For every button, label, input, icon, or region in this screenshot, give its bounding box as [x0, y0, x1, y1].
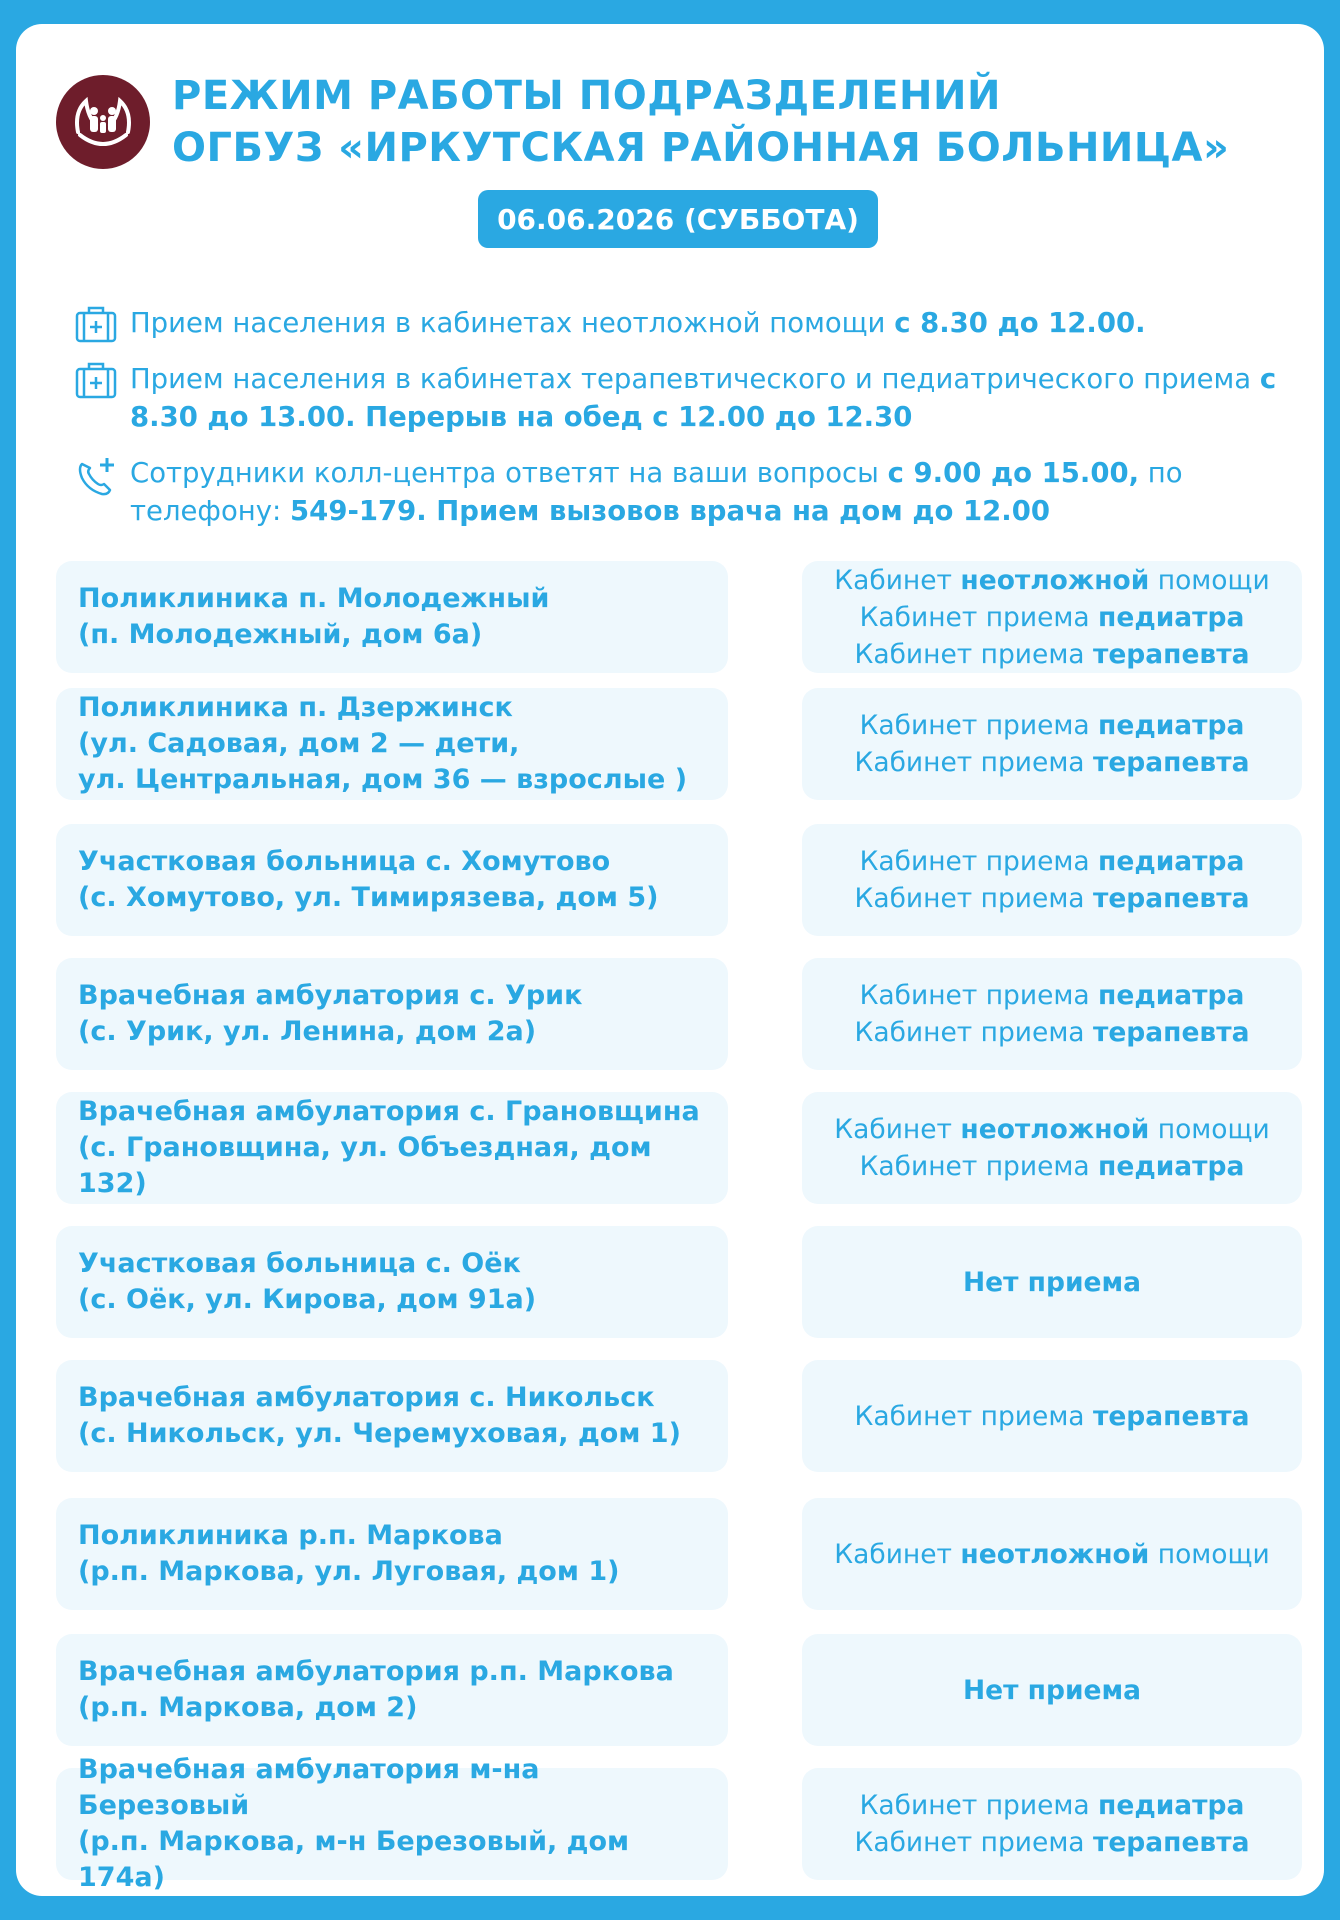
bold-text: неотложной [960, 1114, 1150, 1145]
text: Кабинет приема [854, 638, 1093, 670]
branch-address [56, 688, 728, 800]
office-line [963, 1672, 1141, 1709]
info-text [130, 304, 1146, 348]
bold-text: педиатра [1098, 601, 1245, 633]
branch-address [56, 561, 728, 673]
bold-text: Нет приема [962, 1674, 1142, 1706]
text: Кабинет приема [859, 1151, 1099, 1182]
info-text [130, 360, 1314, 436]
office-line [860, 599, 1245, 636]
bold-text: 549-179. Прием вызовов врача на дом до 12.00 [290, 495, 1050, 527]
branch-offices [802, 1634, 1302, 1746]
branch-address [56, 1360, 728, 1472]
bold-text: Нет приема [962, 1266, 1142, 1298]
text: Кабинет приема [854, 1827, 1093, 1858]
bold-text: педиатра [1098, 1151, 1245, 1182]
info-item [74, 454, 1314, 530]
office-line [855, 1014, 1250, 1051]
office-line [860, 1148, 1245, 1185]
address-line: (с. Хомутово, ул. Тимирязева, дом 5) [78, 882, 659, 913]
office-line [834, 1111, 1269, 1148]
office-line [860, 977, 1245, 1014]
phone-plus-icon [74, 454, 130, 530]
address-line: Поликлиника п. Дзержинск [78, 692, 513, 723]
branch-address [56, 824, 728, 936]
text: Прием населения в кабинетах терапевтического и педиатрического приема [130, 363, 1260, 395]
schedule-card [16, 24, 1324, 1896]
address-line: Врачебная амбулатория р.п. Маркова [78, 1656, 674, 1687]
bold-text: педиатра [1098, 846, 1245, 877]
text: помощи [1149, 1538, 1270, 1570]
branch-offices [802, 561, 1302, 673]
date-badge: 06.06.2026 (СУББОТА) [478, 190, 878, 248]
branch-offices [802, 1768, 1302, 1880]
bold-text: неотложной [960, 1538, 1150, 1570]
header [56, 70, 1229, 174]
office-line [834, 1536, 1269, 1573]
info-text [130, 454, 1314, 530]
bold-text: педиатра [1098, 1790, 1245, 1821]
office-line [855, 1824, 1250, 1861]
branch-address [56, 1498, 728, 1610]
bold-text: педиатра [1098, 710, 1245, 741]
address-line: Поликлиника п. Молодежный [78, 583, 550, 614]
address-line: Врачебная амбулатория м-на Березовый [78, 1754, 540, 1821]
address-line: ул. Центральная, дом 36 — взрослые ) [78, 764, 688, 795]
text: Кабинет приема [859, 846, 1099, 877]
office-line [855, 880, 1250, 917]
address-line: (с. Оёк, ул. Кирова, дом 91а) [78, 1284, 537, 1315]
address-line: Врачебная амбулатория с. Урик [78, 980, 583, 1011]
branch-address [56, 1634, 728, 1746]
address-line: Врачебная амбулатория с. Никольск [78, 1382, 655, 1413]
bold-text: терапевта [1092, 1400, 1250, 1432]
office-line [860, 1787, 1245, 1824]
text: Кабинет приема [859, 980, 1099, 1011]
address-line: (с. Никольск, ул. Черемуховая, дом 1) [78, 1418, 681, 1449]
text: Кабинет приема [854, 1400, 1093, 1432]
hospital-logo [56, 75, 150, 169]
text: помощи [1149, 1114, 1270, 1145]
family-hands-icon [68, 87, 138, 157]
text: Кабинет приема [859, 1790, 1099, 1821]
page-title [172, 70, 1229, 174]
text: Прием населения в кабинетах неотложной помощи [130, 307, 895, 339]
branch-offices [802, 1498, 1302, 1610]
branch-address [56, 1092, 728, 1204]
branch-offices [802, 824, 1302, 936]
branch-address [56, 958, 728, 1070]
office-line [963, 1264, 1141, 1301]
branch-offices [802, 958, 1302, 1070]
text: Кабинет приема [854, 1017, 1093, 1048]
address-line: (с. Урик, ул. Ленина, дом 2а) [78, 1016, 537, 1047]
branch-offices [802, 1360, 1302, 1472]
address-line: Участковая больница с. Оёк [78, 1248, 521, 1279]
info-item [74, 304, 1314, 348]
address-line: Врачебная амбулатория с. Грановщина [78, 1096, 700, 1127]
text: Кабинет [834, 564, 961, 596]
title-line-2: ОГБУЗ «ИРКУТСКАЯ РАЙОННАЯ БОЛЬНИЦА» [172, 125, 1230, 171]
medkit-icon [74, 360, 130, 436]
text: Кабинет приема [854, 883, 1093, 914]
text: Кабинет [834, 1538, 961, 1570]
branch-offices [802, 688, 1302, 800]
office-line [860, 843, 1245, 880]
office-line [834, 562, 1269, 599]
text: помощи [1149, 564, 1270, 596]
address-line: (р.п. Маркова, дом 2) [78, 1692, 418, 1723]
title-line-1: РЕЖИМ РАБОТЫ ПОДРАЗДЕЛЕНИЙ [172, 73, 1001, 119]
address-line: Участковая больница с. Хомутово [78, 846, 611, 877]
bold-text: педиатра [1098, 980, 1245, 1011]
text: Кабинет приема [854, 747, 1093, 778]
branch-address [56, 1226, 728, 1338]
address-line: Поликлиника р.п. Маркова [78, 1520, 503, 1551]
office-line [855, 636, 1250, 673]
text: по телефону: [130, 457, 1183, 527]
text: Кабинет [834, 1114, 961, 1145]
bold-text: с 8.30 до 13.00. Перерыв на обед с 12.00 до 12.30 [130, 363, 1277, 433]
address-line: (п. Молодежный, дом 6а) [78, 619, 483, 650]
bold-text: терапевта [1092, 883, 1250, 914]
bold-text: неотложной [960, 564, 1150, 596]
branch-offices [802, 1226, 1302, 1338]
bold-text: терапевта [1092, 1827, 1250, 1858]
office-line [860, 707, 1245, 744]
bold-text: с 8.30 до 12.00. [894, 307, 1146, 339]
office-line [855, 1398, 1250, 1435]
info-item [74, 360, 1314, 436]
address-line: (р.п. Маркова, м-н Березовый, дом 174а) [78, 1826, 630, 1893]
medkit-icon [74, 304, 130, 348]
text: Кабинет приема [859, 601, 1099, 633]
branch-offices [802, 1092, 1302, 1204]
bold-text: терапевта [1092, 747, 1250, 778]
bold-text: терапевта [1092, 1017, 1250, 1048]
address-line: (р.п. Маркова, ул. Луговая, дом 1) [78, 1556, 620, 1587]
branch-address [56, 1754, 728, 1893]
text: Кабинет приема [859, 710, 1099, 741]
address-line: (ул. Садовая, дом 2 — дети, [78, 728, 520, 759]
address-line: (с. Грановщина, ул. Объездная, дом 132) [78, 1132, 652, 1199]
office-line [855, 744, 1250, 781]
text: Сотрудники колл-центра ответят на ваши вопросы [130, 457, 888, 489]
bold-text: с 9.00 до 15.00, [887, 457, 1140, 489]
bold-text: терапевта [1092, 638, 1250, 670]
